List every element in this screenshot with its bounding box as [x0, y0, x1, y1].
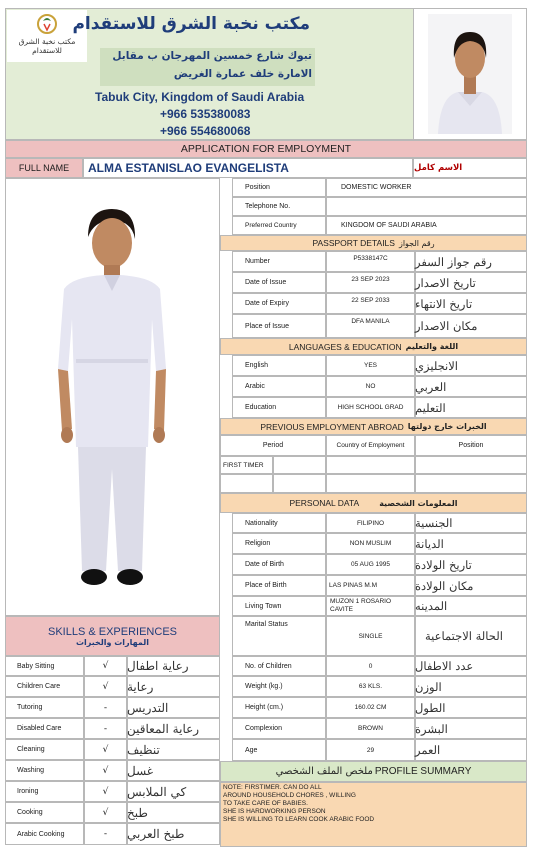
- skills-heading-arabic: المهارات والخبرات: [75, 637, 150, 647]
- personal-row-label: Marital Status: [232, 616, 326, 656]
- skill-row-arabic: غسل: [127, 763, 154, 778]
- employment-cell: [326, 474, 415, 493]
- passport-row-arabic: تاريخ الانتهاء: [415, 296, 473, 311]
- skill-row-label: Ironing: [5, 781, 84, 802]
- personal-row-arabic: المدينه: [415, 599, 448, 613]
- personal-heading-arabic: المعلومات الشخصية: [379, 498, 458, 508]
- skills-heading-text: SKILLS & EXPERIENCES: [48, 625, 177, 638]
- passport-row-label: Number: [232, 251, 326, 272]
- preferred-country-value: KINGDOM OF SAUDI ARABIA: [326, 216, 527, 235]
- passport-row-label: Place of Issue: [232, 314, 326, 338]
- skill-row-mark: √: [84, 781, 127, 802]
- skill-row-label: Tutoring: [5, 697, 84, 718]
- skill-row-arabic: رعاية المعاقين: [127, 721, 200, 736]
- personal-row-value: FILIPINO: [326, 513, 415, 533]
- city-line: Tabuk City, Kingdom of Saudi Arabia: [95, 90, 305, 104]
- personal-row-label: Age: [232, 739, 326, 761]
- personal-row-label: Religion: [232, 533, 326, 554]
- personal-row-label: Living Town: [232, 596, 326, 616]
- language-row-label: Arabic: [232, 376, 326, 397]
- personal-row-label: Height (cm.): [232, 697, 326, 718]
- personal-row-label: Weight (kg.): [232, 676, 326, 697]
- position-value: DOMESTIC WORKER: [326, 178, 527, 197]
- applicant-portrait-small: [428, 14, 512, 134]
- employment-heading: [220, 418, 527, 435]
- language-row-arabic: الانجليزي: [415, 358, 459, 373]
- personal-row-arabic: العمر: [415, 743, 441, 757]
- personal-row-arabic: تاريخ الولادة: [415, 557, 472, 572]
- languages-heading: [220, 338, 527, 355]
- skill-row-arabic: كي الملابس: [127, 784, 187, 799]
- preferred-country-label: Preferred Country: [232, 216, 326, 235]
- personal-row-arabic: البشرة: [415, 721, 448, 736]
- employment-heading-text: PREVIOUS EMPLOYMENT ABROAD: [260, 421, 404, 432]
- language-row-arabic: التعليم: [415, 400, 446, 415]
- employment-cell: [220, 474, 273, 493]
- passport-row-value: 23 SEP 2023: [326, 272, 415, 293]
- profile-summary-line: TO TAKE CARE OF BABIES.: [223, 800, 308, 807]
- skill-row-mark: √: [84, 676, 127, 697]
- personal-row-value: BROWN: [326, 718, 415, 739]
- profile-heading-text: PROFILE SUMMARY: [374, 766, 472, 777]
- skill-row-label: Cooking: [5, 802, 84, 823]
- personal-heading-text: PERSONAL DATA: [289, 498, 360, 508]
- skill-row-arabic: طبخ: [127, 805, 148, 820]
- position-label: Position: [232, 178, 326, 197]
- skill-row-label: Cleaning: [5, 739, 84, 760]
- personal-row-arabic: عدد الاطفال: [415, 659, 474, 673]
- profile-heading: [220, 761, 527, 782]
- employment-first-timer: FIRST TIMER: [220, 456, 273, 474]
- employment-cell: [273, 474, 326, 493]
- personal-row-label: Nationality: [232, 513, 326, 533]
- skill-row-label: Arabic Cooking: [5, 823, 84, 845]
- full-name-value: ALMA ESTANISLAO EVANGELISTA: [83, 158, 413, 178]
- personal-row-arabic: الجنسية: [415, 516, 453, 530]
- personal-row-label: Complexion: [232, 718, 326, 739]
- full-name-label: FULL NAME: [5, 158, 83, 178]
- address-arabic-line2: الامارة خلف عمارة الغريض: [173, 68, 312, 80]
- skill-row-mark: -: [84, 823, 127, 845]
- personal-row-value: 05 AUG 1995: [326, 554, 415, 575]
- employment-col-country: [326, 435, 415, 456]
- passport-row-label: Date of Expiry: [232, 293, 326, 314]
- language-row-value: NO: [326, 376, 415, 397]
- employment-cell: [415, 456, 527, 474]
- profile-summary-line: SHE IS WILLING TO LEARN COOK ARABIC FOOD: [223, 816, 375, 823]
- phone-1: +966 535380083: [160, 107, 251, 121]
- language-row-label: English: [232, 355, 326, 376]
- telephone-label: Telephone No.: [232, 197, 326, 216]
- personal-heading: [220, 493, 527, 513]
- languages-heading-arabic: اللغة والتعليم: [405, 342, 459, 351]
- personal-row-label: Date of Birth: [232, 554, 326, 575]
- skill-row-label: Disabled Care: [5, 718, 84, 739]
- skill-row-arabic: تنظيف: [127, 742, 160, 757]
- personal-row-arabic: الوزن: [415, 679, 442, 694]
- personal-row-value: SINGLE: [326, 616, 415, 656]
- language-row-value: YES: [326, 355, 415, 376]
- personal-row-value: LAS PINAS M.M: [326, 575, 415, 596]
- personal-row-arabic: الديانة: [415, 536, 444, 551]
- skill-row-label: Baby Sitting: [5, 656, 84, 676]
- skill-row-label: Washing: [5, 760, 84, 781]
- profile-summary-line: AROUND HOUSEHOLD CHORES , WILLING: [223, 792, 356, 799]
- passport-row-arabic: تاريخ الاصدار: [415, 275, 476, 290]
- passport-row-value: P5338147C: [326, 251, 415, 272]
- skill-row-mark: √: [84, 739, 127, 760]
- language-row-label: Education: [232, 397, 326, 418]
- full-name-label-arabic: الاسم كامل: [413, 158, 527, 178]
- passport-row-arabic: مكان الاصدار: [415, 319, 478, 333]
- passport-heading-text: PASSPORT DETAILS: [312, 238, 395, 248]
- office-name-arabic: مكتب نخبة الشرق للاستقدام: [72, 14, 310, 34]
- employment-heading-arabic: الخبرات خارج دولتها: [407, 422, 487, 431]
- personal-row-value: NON MUSLIM: [326, 533, 415, 554]
- passport-row-arabic: رقم جواز السفر: [415, 254, 492, 269]
- personal-row-arabic: مكان الولادة: [415, 578, 474, 593]
- employment-col-position: Position: [415, 435, 527, 456]
- skill-row-arabic: طبخ العربي: [127, 827, 185, 841]
- language-row-arabic: العربي: [415, 379, 447, 394]
- languages-heading-text: LANGUAGES & EDUCATION: [288, 341, 402, 352]
- personal-row-value: 63 KLS.: [326, 676, 415, 697]
- phone-2: +966 554680068: [160, 124, 251, 138]
- passport-heading-arabic: رقم الجواز: [398, 238, 435, 248]
- skill-row-arabic: رعاية اطفال: [127, 659, 189, 673]
- passport-row-value: DFA MANILA: [326, 314, 415, 338]
- profile-summary-box: [220, 782, 527, 847]
- skill-row-mark: -: [84, 718, 127, 739]
- personal-row-label: No. of Children: [232, 656, 326, 676]
- personal-row-value: 160.02 CM: [326, 697, 415, 718]
- personal-row-arabic: الحالة الاجتماعية: [425, 629, 503, 643]
- application-title: APPLICATION FOR EMPLOYMENT: [5, 140, 527, 158]
- logo-text: مكتب نخبة الشرق للاستقدام: [18, 37, 76, 55]
- skill-row-arabic: التدريس: [127, 700, 169, 715]
- address-arabic-line1: تبوك شارع خمسين المهرجان ب مقابل: [112, 50, 312, 62]
- passport-row-label: Date of Issue: [232, 272, 326, 293]
- skill-row-mark: √: [84, 802, 127, 823]
- skill-row-mark: √: [84, 760, 127, 781]
- skill-row-mark: -: [84, 697, 127, 718]
- skills-heading: [5, 616, 220, 656]
- applicant-photo-full: [5, 178, 220, 616]
- employment-cell: [273, 456, 326, 474]
- personal-row-value: 29: [326, 739, 415, 761]
- skill-row-arabic: رعاية: [127, 679, 154, 694]
- employment-col-period: Period: [220, 435, 326, 456]
- passport-heading: [220, 235, 527, 251]
- telephone-value: [326, 197, 527, 216]
- skill-row-mark: √: [84, 656, 127, 676]
- skill-row-label: Children Care: [5, 676, 84, 697]
- personal-row-arabic: الطول: [415, 700, 446, 715]
- profile-heading-arabic: ملخص الملف الشخصي: [275, 766, 373, 777]
- profile-summary-line: SHE IS HARDWORKING PERSON: [223, 808, 326, 815]
- employment-col-country-text: Country of Employment: [336, 441, 405, 449]
- employment-cell: [415, 474, 527, 493]
- language-row-value: HIGH SCHOOL GRAD: [326, 397, 415, 418]
- profile-summary-line: NOTE: FIRSTIMER. CAN DO ALL: [223, 784, 322, 791]
- personal-row-label: Place of Birth: [232, 575, 326, 596]
- employment-cell: [326, 456, 415, 474]
- personal-row-value: MUZON 1 ROSARIO CAVITE: [326, 596, 415, 616]
- passport-row-value: 22 SEP 2033: [326, 293, 415, 314]
- personal-row-value: 0: [326, 656, 415, 676]
